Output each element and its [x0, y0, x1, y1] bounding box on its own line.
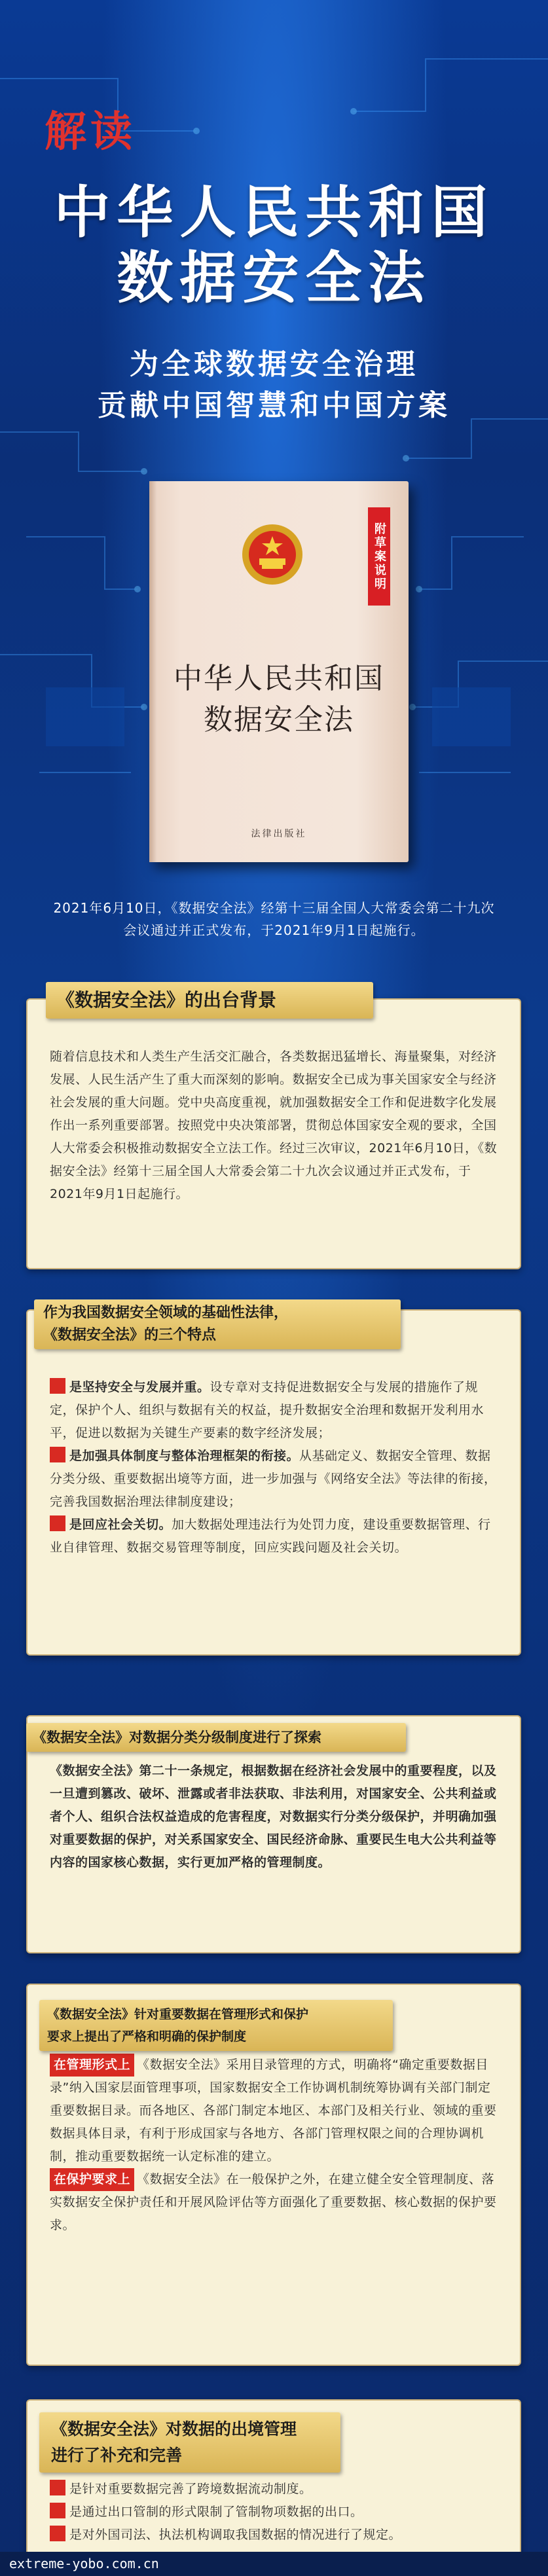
- important-data-tag: 在保护要求上: [50, 2168, 134, 2191]
- subtitle-line1: 为全球数据安全治理: [130, 348, 418, 381]
- features-card: [26, 1309, 521, 1656]
- important-data-title: [39, 2000, 393, 2051]
- important-data-title-line2: 要求上提出了严格和明确的保护制度: [47, 2029, 247, 2044]
- feature-marker: [50, 1447, 65, 1462]
- feature-text: 加大数据处理违法行为处罚力度，建设重要数据管理、行业自律管理、数据交易管理等制度，回应实践问题及社会关切。: [50, 1517, 491, 1555]
- features-title: [34, 1299, 401, 1349]
- background-title: 《数据安全法》的出台背景: [46, 982, 373, 1019]
- export-title-line2: 进行了补充和完善: [51, 2446, 183, 2465]
- export-item: [50, 2524, 498, 2547]
- subtitle-line2: 贡献中国智慧和中国方案: [98, 389, 450, 422]
- feature-item: [50, 1514, 498, 1559]
- book-title-line2: 数据安全法: [204, 703, 354, 736]
- book-title-line1: 中华人民共和国: [174, 662, 384, 695]
- feature-text: 从基础定义、数据安全管理、数据分类分级、重要数据出境等方面，进一步加强与《网络安全法》等法律的衔接，完善我国数据治理法律制度建设；: [50, 1449, 497, 1509]
- feature-marker: [50, 1515, 65, 1531]
- classification-body: 《数据安全法》第二十一条规定，根据数据在经济社会发展中的重要程度，以及一旦遭到篡改、破坏、泄露或者非法获取、非法利用，对国家安全、公共利益或者个人、组织合法权益造成的危害程度，对数据实行分类分级保护，并明确加强对重要数据的保护，对关系国家安全、国民经济命脉、重要民生电大公共利益等内容的国家核心数据，实行更加严格的管理制度。: [50, 1764, 497, 1870]
- feature-item: [50, 1445, 498, 1514]
- important-data-tag: 在管理形式上: [50, 2054, 134, 2077]
- export-title: [39, 2412, 340, 2473]
- feature-text: 设专章对支持促进数据安全与发展的措施作了规定，保护个人、组织与数据有关的权益，提升数据安全治理和数据开发利用水平，促进以数据为关键生产要素的数字经济发展；: [50, 1380, 484, 1440]
- important-data-item: [50, 2168, 498, 2237]
- intro-text: 2021年6月10日，《数据安全法》经第十三届全国人大常委会第二十九次会议通过并正式发布，于2021年9月1日起施行。: [53, 900, 495, 938]
- background-card: [26, 998, 521, 1269]
- export-marker: [50, 2526, 65, 2541]
- important-data-title-line1: 《数据安全法》针对重要数据在管理形式和保护: [47, 2007, 309, 2022]
- feature-lead: 是坚持安全与发展并重。: [69, 1380, 210, 1394]
- important-data-text: 《数据安全法》采用目录管理的方式，明确将“确定重要数据目录”纳入国家层面管理事项，国家数据安全工作协调机制统筹协调有关部门制定重要数据目录。而各地区、各部门制定本地区、本部门及相关行业、领域的重要数据具体目录，有利于形成国家与各地方、各部门管理权限之间的合理协调机制，推动重要数据统一认定标准的建立。: [50, 2058, 497, 2164]
- feature-lead: 是加强具体制度与整体治理框架的衔接。: [69, 1449, 300, 1463]
- footer-watermark: extreme-yobo.com.cn: [0, 2552, 548, 2576]
- national-emblem-icon: [240, 522, 305, 587]
- export-item: [50, 2478, 498, 2501]
- book-publisher: 法律出版社: [251, 829, 307, 839]
- export-text: 是针对重要数据完善了跨境数据流动制度。: [69, 2482, 312, 2496]
- book-ribbon-label: 附草案说明: [368, 507, 390, 606]
- feature-item: [50, 1376, 498, 1445]
- feature-marker: [50, 1378, 65, 1394]
- important-data-text: 《数据安全法》在一般保护之外，在建立健全安全管理制度、落实数据安全保护责任和开展风险评估等方面强化了重要数据、核心数据的保护要求。: [50, 2172, 497, 2232]
- export-title-line1: 《数据安全法》对数据的出境管理: [51, 2420, 297, 2439]
- background-body: 随着信息技术和人类生产生活交汇融合，各类数据迅猛增长、海量聚集，对经济发展、人民生活产生了重大而深刻的影响。数据安全已成为事关国家安全与经济社会发展的重大问题。党中央高度重视，就加强数据安全工作和促进数字化发展作出一系列重要部署。按照党中央决策部署，贯彻总体国家安全观的要求，全国人大常委会积极推动数据安全立法工作。经过三次审议，2021年6月10日，《数据安全法》经第十三届全国人大常委会第二十九次会议通过并正式发布，于2021年9月1日起施行。: [50, 1049, 498, 1201]
- page-title-line2: 数据安全法: [117, 245, 431, 311]
- features-title-line2: 《数据安全法》的三个特点: [43, 1327, 217, 1343]
- header-kicker: 解读: [45, 108, 136, 156]
- feature-lead: 是回应社会关切。: [69, 1517, 172, 1532]
- export-text: 是对外国司法、执法机构调取我国数据的情况进行了规定。: [69, 2528, 402, 2542]
- export-marker: [50, 2503, 65, 2518]
- classification-title: 《数据安全法》对数据分类分级制度进行了探索: [26, 1723, 406, 1752]
- export-marker: [50, 2480, 65, 2495]
- features-title-line1: 作为我国数据安全领域的基础性法律，: [43, 1305, 289, 1321]
- page-title-line1: 中华人民共和国: [54, 180, 494, 245]
- important-data-item: [50, 2054, 498, 2168]
- export-item: [50, 2501, 498, 2524]
- book-cover: [149, 481, 409, 862]
- export-text: 是通过出口管制的形式限制了管制物项数据的出口。: [69, 2505, 363, 2519]
